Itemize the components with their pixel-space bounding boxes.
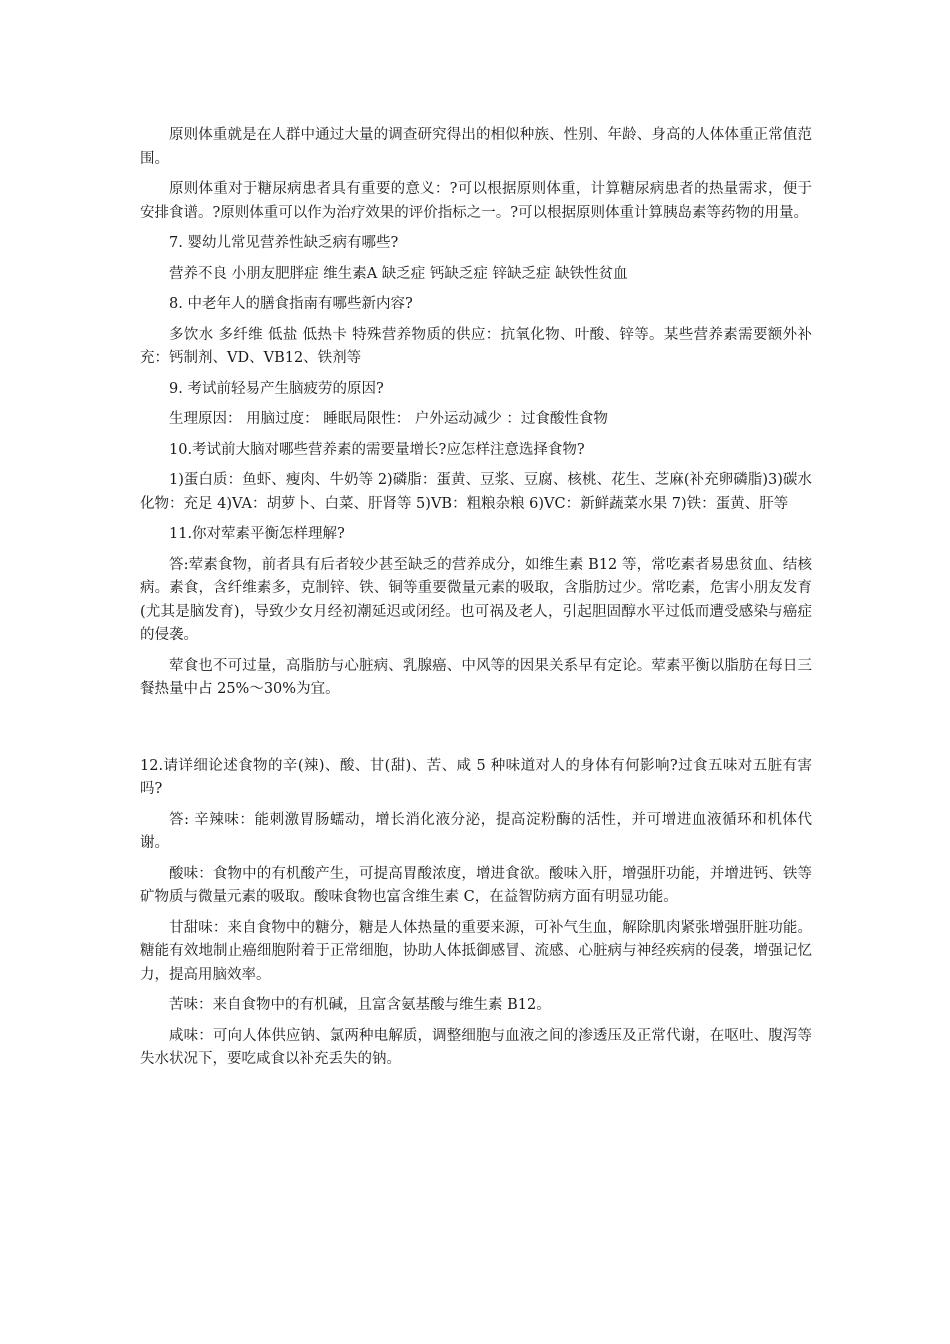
question-8: 8. 中老年人的膳食指南有哪些新内容? xyxy=(169,296,413,312)
answer-8: 多饮水 多纤维 低盐 低热卡 特殊营养物质的供应：抗氧化物、叶酸、锌等。某些营养素需要额外补充：钙制剂、VD、VB12、铁剂等 xyxy=(140,326,812,366)
answer-10: 1)蛋白质：鱼虾、瘦肉、牛奶等 2)磷脂：蛋黄、豆浆、豆腐、核桃、花生、芝麻(补充卵磷脂)3)碳水化物：充足 4)VA：胡萝卜、白菜、肝肾等 5)VB：粗粮杂粮 6)VC：新鲜蔬菜水果 7)铁：蛋黄、肝等 xyxy=(140,472,812,512)
paragraph-standard-weight-importance: 原则体重对于糖尿病患者具有重要的意义：?可以根据原则体重，计算糖尿病患者的热量需求，便于安排食谱。?原则体重可以作为治疗效果的评价指标之一。?可以根据原则体重计算胰岛素等药物的用量。 xyxy=(140,181,812,221)
answer-9: 生理原因： 用脑过度： 睡眠局限性： 户外运动减少 ：过食酸性食物 xyxy=(169,411,608,427)
answer-7: 营养不良 小朋友肥胖症 维生素A 缺乏症 钙缺乏症 锌缺乏症 缺铁性贫血 xyxy=(169,265,628,282)
question-11: 11.你对荤素平衡怎样理解? xyxy=(169,526,345,542)
answer-12-bitter: 苦味：来自食物中的有机碱，且富含氨基酸与维生素 B12。 xyxy=(169,997,551,1013)
answer-11-part-2: 荤食也不可过量，高脂肪与心脏病、乳腺癌、中风等的因果关系早有定论。荤素平衡以脂肪在每日三餐热量中占 25%～30%为宜。 xyxy=(140,657,812,697)
answer-12-spicy: 答: 辛辣味：能刺激胃肠蠕动，增长消化液分泌，提高淀粉酶的活性，并可增进血液循环和机体代谢。 xyxy=(140,811,812,851)
question-7: 7. 婴幼儿常见营养性缺乏病有哪些? xyxy=(169,235,399,251)
answer-12-salty: 咸味：可向人体供应钠、氯两种电解质，调整细胞与血液之间的渗透压及正常代谢，在呕吐、腹泻等失水状况下，要吃咸食以补充丢失的钠。 xyxy=(140,1027,812,1067)
answer-12-sweet: 甘甜味：来自食物中的糖分，糖是人体热量的重要来源，可补气生血，解除肌肉紧张增强肝脏功能。糖能有效地制止癌细胞附着于正常细胞，协助人体抵御感冒、流感、心脏病与神经疾病的侵袭，增强记忆力，提高用脑效率。 xyxy=(140,919,812,983)
document-body xyxy=(140,124,812,1079)
answer-11-part-1: 答:荤素食物，前者具有后者较少甚至缺乏的营养成分，如维生素 B12 等，常吃素者易患贫血、结核病。素食，含纤维素多，克制锌、铁、铜等重要微量元素的吸取，含脂肪过少。常吃素，危害小朋友发育(尤其是脑发育)，导致少女月经初潮延迟或闭经。也可祸及老人，引起胆固醇水平过低而遭受感染与癌症的侵袭。 xyxy=(140,556,812,643)
question-12: 12.请详细论述食物的辛(辣)、酸、甘(甜)、苦、咸 5 种味道对人的身体有何影响?过食五味对五脏有害吗? xyxy=(140,757,812,797)
section-gap xyxy=(140,709,812,755)
answer-12-sour: 酸味：食物中的有机酸产生，可提高胃酸浓度，增进食欲。酸味入肝，增强肝功能，并增进钙、铁等矿物质与微量元素的吸取。酸味食物也富含维生素 C，在益智防病方面有明显功能。 xyxy=(140,865,812,905)
question-10: 10.考试前大脑对哪些营养素的需要量增长?应怎样注意选择食物? xyxy=(169,441,585,458)
question-9: 9. 考试前轻易产生脑疲劳的原因? xyxy=(169,380,384,397)
paragraph-standard-weight-definition: 原则体重就是在人群中通过大量的调查研究得出的相似种族、性别、年龄、身高的人体体重正常值范围。 xyxy=(140,127,812,167)
